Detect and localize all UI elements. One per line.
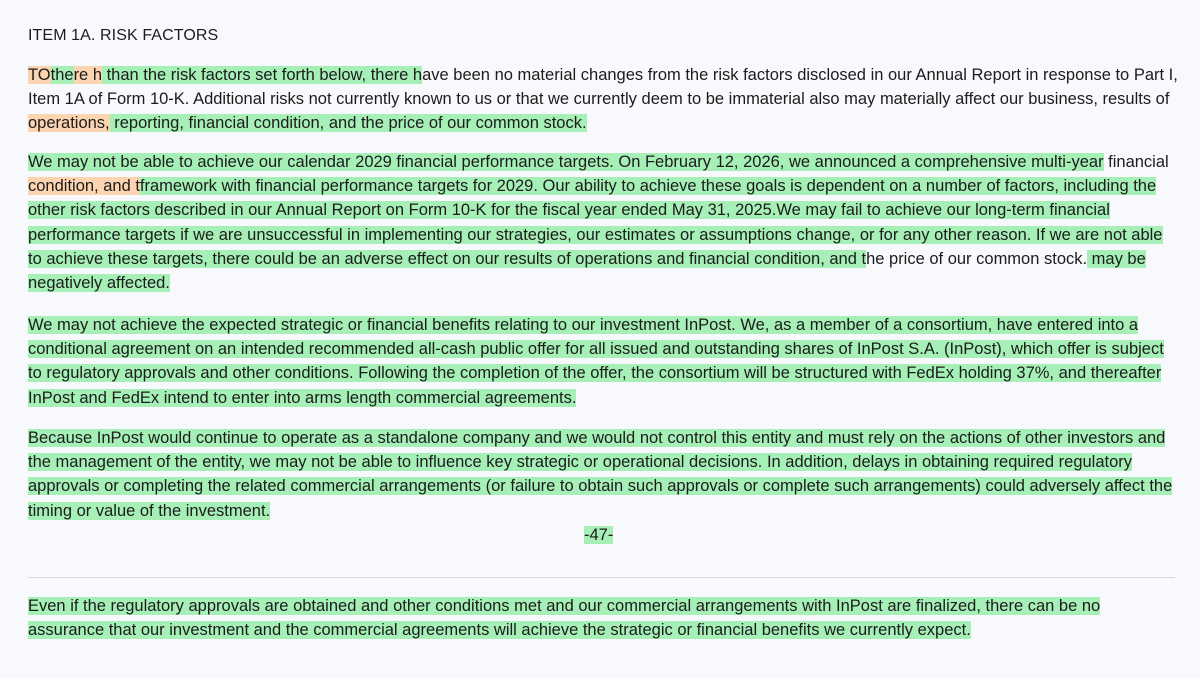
paragraph-intro bbox=[28, 63, 1178, 136]
paragraph-2029-targets bbox=[28, 150, 1178, 295]
text-segment: Even if the regulatory approvals are obtained and other conditions met and our commercial arrangements with InPost are finalized, there can be no assurance that our investment and the commercial agreements will achieve the strategic or financial benefits we currently expect. bbox=[28, 597, 1101, 640]
text-segment: may be negatively affected. bbox=[28, 249, 1146, 293]
text-segment: framework with financial performance targets for 2029. Our ability to achieve these goals is dependent on a number of factors, including the other risk factors described in our Annual Report on Form 10-K for the fiscal year ended May 31, 2025.We may fail to achieve our long-term financial performance targets if we are unsuccessful in implementing our strategies, our estimates or assumptions change, or for any other reason. If we are not able to achieve these targets, there could be an adverse effect on our results of operations and financial condition, and t bbox=[28, 177, 1163, 268]
text-segment: reporting, financial condition, and the price of our common stock. bbox=[109, 114, 587, 133]
text-segment: condition, and t bbox=[28, 177, 140, 196]
text-segment: financial bbox=[1103, 153, 1169, 171]
page-divider bbox=[28, 577, 1175, 578]
paragraph-inpost-benefits bbox=[28, 313, 1178, 410]
page-number-text: -47- bbox=[584, 526, 614, 544]
page-number bbox=[584, 523, 613, 547]
text-segment: ave been no material changes from the risk factors disclosed in our Annual Report in response to Part I, Item 1A of Form 10-K. Additional risks not currently known to us or that we currently deem to be immaterial also may materially affect our business, results of bbox=[28, 66, 1178, 109]
text-segment: the bbox=[50, 66, 74, 84]
text-segment: he price of our common stock. bbox=[866, 249, 1088, 268]
paragraph-inpost-control bbox=[28, 426, 1178, 523]
text-segment: Because InPost would continue to operate as a standalone company and we would not control this entity and must rely on the actions of other investors and the management of the entity, we may not be able to influence key strategic or operational decisions. In addition, delays in obtaining required regulatory approvals or completing the related commercial arrangements (or failure to obtain such approvals or complete such arrangements) could adversely affect the timing or value of the investment. bbox=[28, 429, 1173, 520]
section-heading: ITEM 1A. RISK FACTORS bbox=[28, 27, 219, 44]
paragraph-assurance bbox=[28, 594, 1178, 642]
text-segment: re h bbox=[73, 66, 102, 84]
text-segment: We may not be able to achieve our calendar 2029 financial performance targets. On February 12, 2026, we announced a comprehensive multi-year bbox=[28, 153, 1104, 171]
text-segment: than the risk factors set forth below, there h bbox=[102, 66, 423, 84]
text-segment: operations, bbox=[28, 114, 110, 133]
text-segment: TO bbox=[28, 66, 51, 84]
text-segment: We may not achieve the expected strategic or financial benefits relating to our investment InPost. We, as a member of a consortium, have entered into a conditional agreement on an intended recommended all-cash public offer for all issued and outstanding shares of InPost S.A. (InPost), which offer is subject to regulatory approvals and other conditions. Following the completion of the offer, the consortium will be structured with FedEx holding 37%, and thereafter InPost and FedEx intend to enter into arms length commercial agreements. bbox=[28, 316, 1164, 407]
